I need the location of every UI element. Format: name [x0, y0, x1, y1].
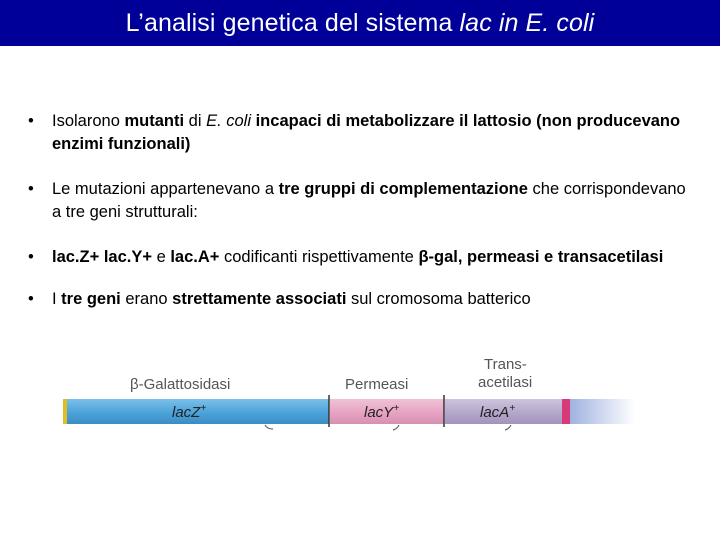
- bullet-list: [28, 110, 698, 333]
- bullet-text-run: incapaci di metabolizzare il lattosio (non producevano enzimi funzionali): [52, 112, 681, 153]
- bullet-text-run: β-gal, permeasi e transacetilasi: [418, 248, 664, 266]
- bullet-text-run: sul cromosoma batterico: [346, 290, 531, 308]
- bullet-text-run: tre geni: [61, 290, 121, 308]
- bullet-text-run: tre gruppi di complementazione: [278, 180, 528, 198]
- bullet-text-run: mutanti: [124, 112, 185, 130]
- title-prefix: L’analisi genetica del sistema: [125, 8, 460, 37]
- bullet-item: [28, 288, 698, 311]
- slide-title: [126, 9, 595, 38]
- title-bar: [0, 0, 720, 46]
- bullet-text-run: lac.A+: [170, 248, 220, 266]
- squiggle-mark: [265, 425, 273, 429]
- bullet-marker: •: [28, 180, 34, 198]
- gene-label-laca: lacA+: [480, 403, 516, 421]
- bullet-item: [28, 178, 698, 224]
- bullet-marker: •: [28, 290, 34, 308]
- bullet-text: [52, 290, 531, 308]
- bullet-text-run: codificanti rispettivamente: [219, 248, 419, 266]
- marker-left: [63, 399, 67, 424]
- bullet-text-run: Isolarono: [52, 112, 125, 130]
- gene-label-lacz: lacZ+: [172, 403, 207, 421]
- label-permease: Permeasi: [345, 376, 409, 393]
- squiggle-mark: [505, 425, 511, 430]
- title-italic: lac in E. coli: [459, 8, 595, 37]
- bullet-marker: •: [28, 112, 34, 130]
- gene-map-svg: [60, 345, 640, 435]
- fade-tail: [570, 399, 635, 424]
- bullet-text-run: e: [151, 248, 171, 266]
- bullet-text: [52, 180, 686, 221]
- squiggle-mark: [393, 425, 399, 430]
- bullet-item: [28, 110, 698, 156]
- bullet-text-run: erano: [120, 290, 173, 308]
- label-galactosidase: β-Galattosidasi: [130, 376, 231, 393]
- bullet-text-run: I: [52, 290, 62, 308]
- bullet-text-run: che corrispondevano a tre geni strutturali:: [52, 180, 686, 221]
- bullet-text: [52, 248, 663, 266]
- label-transacetylase-1: Trans-: [484, 356, 527, 373]
- bullet-text-run: strettamente associati: [172, 290, 347, 308]
- marker-right: [562, 399, 570, 424]
- bullet-text-run: E. coli: [206, 112, 252, 130]
- bullet-text-run: Le mutazioni appartenevano a: [52, 180, 279, 198]
- bullet-text-run: di: [184, 112, 207, 130]
- lac-operon-diagram: [60, 345, 640, 435]
- gene-label-lacy: lacY+: [364, 403, 400, 421]
- bullet-text-run: lac.Z+ lac.Y+: [52, 248, 152, 266]
- bullet-item: [28, 246, 698, 269]
- bullet-marker: •: [28, 248, 34, 266]
- bullet-text: [52, 112, 680, 153]
- label-transacetylase-2: acetilasi: [478, 374, 533, 391]
